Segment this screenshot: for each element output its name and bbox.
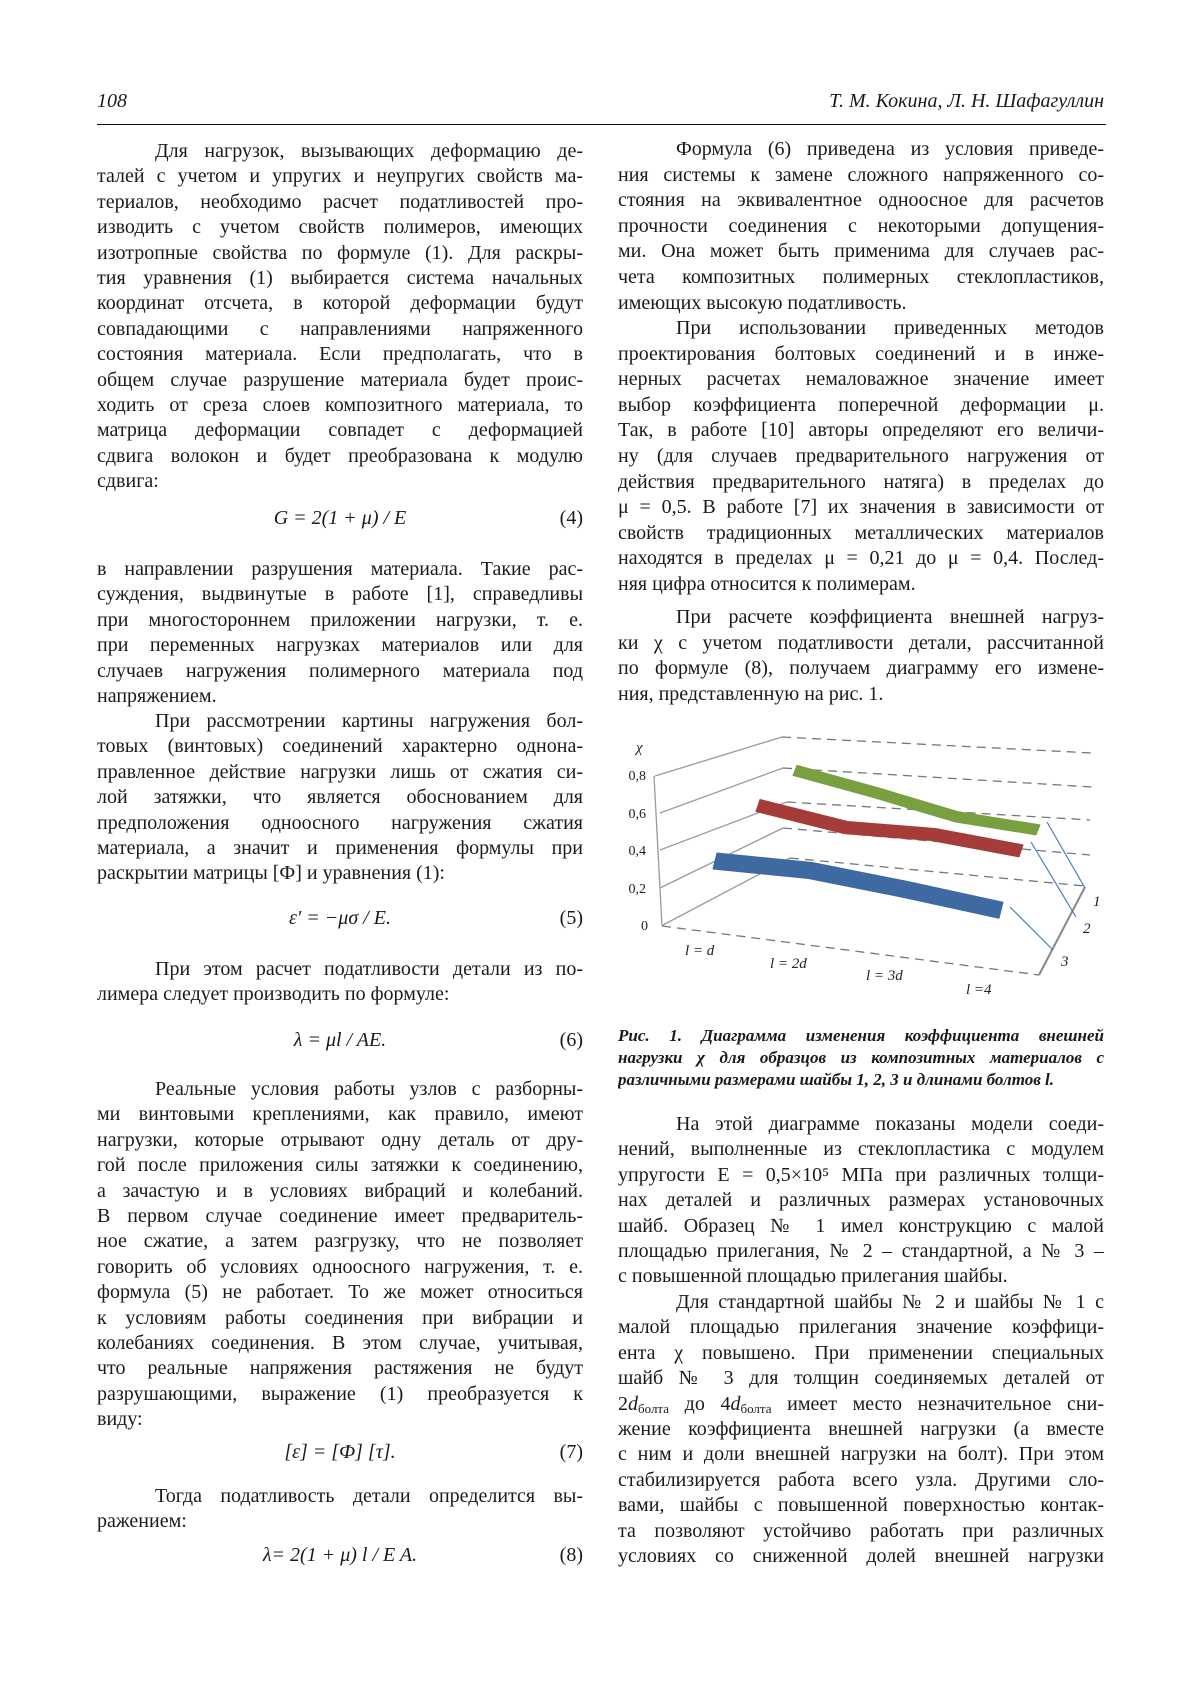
text-line: случаев нагружения полимерного материала под: [97, 659, 583, 682]
paragraph: [97, 1077, 583, 1432]
floor-front-edge: [662, 926, 1039, 975]
text-line: колебаниях соединения. В этом случае, учитывая,: [97, 1331, 583, 1354]
paragraph: [97, 709, 583, 887]
text-line: по формуле (8), получаем диаграмму его измене-: [618, 657, 1104, 680]
text-line: прочности соединения с некоторыми допущения-: [618, 214, 1104, 237]
series-label: 2: [1083, 921, 1091, 937]
text-line: В первом случае соединение имеет предваритель-: [97, 1204, 583, 1227]
text-line: териалов, необходимо расчет податливостей про-: [97, 190, 583, 213]
text-line: координат отсчета, в которой деформации будут: [97, 292, 583, 315]
paragraph: [97, 557, 583, 709]
formula-number: (5): [559, 907, 583, 929]
text-line: При использовании приведенных методов: [676, 317, 1104, 339]
text-line: разрушающими, выражение (1) преобразуется к: [97, 1382, 583, 1405]
text-line: сдвига волокон и будет преобразована к модулю: [97, 444, 583, 467]
y-tick-label: 0,2: [628, 882, 646, 897]
text-line: чета композитных полимерных стеклопластиков,: [618, 265, 1104, 288]
italic-symbol: d: [730, 1392, 741, 1415]
page-number: 108: [97, 90, 127, 112]
text-line: лимера следует производить по формуле:: [97, 983, 450, 1006]
text-line: выбор коэффициента поперечной деформации μ.: [618, 393, 1104, 416]
text-line: нах деталей и различных размерах установочных: [618, 1189, 1104, 1212]
text-line: различными размерами шайбы 1, 2, 3 и длинами болтов l.: [618, 1070, 1055, 1089]
text-line: общем случае разрушение материала будет проис-: [97, 368, 583, 391]
text-line: ки χ с учетом податливости детали, рассчитанной: [618, 631, 1104, 654]
formula-expression: ε′ = −μσ / E.: [289, 907, 391, 929]
text-line: шайб. Образец № 1 имел конструкцию с малой: [618, 1214, 1104, 1237]
text-line: площадью прилегания, № 2 – стандартной, а № 3 –: [618, 1239, 1104, 1262]
running-head-authors: Т. М. Кокина, Л. Н. Шафагуллин: [829, 90, 1104, 112]
header-rule: [97, 124, 1106, 125]
series-leader-lines: [1010, 822, 1085, 950]
series-ribbon-2: [756, 800, 1023, 857]
text-line: μ = 0,5. В работе [7] их значения в зависимости от: [618, 496, 1104, 519]
y-tick-label: 0,6: [628, 807, 646, 822]
series-ribbon-3: [713, 853, 1003, 918]
text-line: няя цифра относится к полимерам.: [618, 572, 916, 595]
text-line: ну (для случаев предварительного нагружения от: [618, 444, 1104, 467]
paragraph: [618, 605, 1104, 707]
x-category-label: l = 2d: [770, 956, 807, 972]
formula-expression: G = 2(1 + μ) / E: [273, 507, 407, 529]
text-line: При расчете коэффициента внешней нагруз-: [676, 606, 1104, 628]
back-wall-gridline: [782, 737, 1092, 753]
text-line: говорить об условиях одноосного нагружения, т. е.: [97, 1255, 583, 1278]
text-line: ное сжатие, а затем разгрузку, что не позволяет: [97, 1230, 583, 1253]
text-line: нерных расчетах немаловажное значение имеет: [618, 368, 1104, 391]
paragraph: [618, 137, 1104, 316]
text-line: Для нагрузок, вызывающих деформацию де-: [155, 140, 583, 162]
text-line: суждения, выдвинутые в работе [1], справедливы: [97, 583, 583, 606]
text-line: упругости E = 0,5×10⁵ МПа при различных толщи-: [618, 1163, 1104, 1186]
figure-caption: [618, 1025, 1104, 1091]
text-line: лой затяжки, что является обоснованием для: [97, 786, 583, 809]
text-line: раскрытии матрицы [Ф] и уравнения (1):: [97, 862, 445, 885]
text-line: матрица деформации совпадет с деформацией: [97, 419, 583, 442]
text-line: ми винтовыми креплениями, как правило, имеют: [97, 1103, 583, 1126]
text-line: Формула (6) приведена из условия приведе-: [676, 138, 1104, 160]
italic-symbol: d: [628, 1392, 638, 1415]
paragraph: [97, 957, 583, 1008]
formula-7: [97, 1439, 583, 1465]
side-wall-gridline: [655, 737, 782, 776]
x-category-label: l =4: [966, 982, 992, 998]
text-line: нений, выполненные из стеклопластика с модулем: [618, 1138, 1104, 1161]
formula-expression: λ = μl / AE.: [293, 1029, 387, 1051]
y-axis-line: [654, 776, 662, 926]
text-line: к условиям работы соединения при вибрации и: [97, 1306, 583, 1329]
formula-number: (6): [559, 1029, 583, 1051]
text-line: формула (5) не работает. То же может относиться: [97, 1281, 583, 1304]
text-line: материала, а значит и применения формулы при: [97, 836, 583, 859]
text-line: условиях со сниженной долей внешней нагрузки: [618, 1544, 1104, 1567]
text-line: Так, в работе [10] авторы определяют его величи-: [618, 419, 1104, 442]
text-line: изводить с учетом свойств полимеров, имеющих: [97, 216, 583, 239]
series-label: 1: [1093, 894, 1101, 910]
paragraph: [618, 316, 1104, 598]
y-axis-label: χ: [636, 740, 643, 756]
text-line: ента χ повышено. При применении специальных: [618, 1341, 1104, 1364]
text-line: стояния на эквивалентное одноосное для расчетов: [618, 189, 1104, 212]
text-line: Для стандартной шайбы № 2 и шайбы № 1 с: [676, 1291, 1104, 1313]
text-line: ния системы к замене сложного напряженного со-: [618, 163, 1104, 186]
x-category-label: l = d: [685, 943, 715, 959]
figure-1-chart: [600, 720, 1120, 1010]
text-line: Тогда податливость детали определится вы-: [155, 1485, 583, 1507]
leader-line-3: [1010, 907, 1053, 950]
formula-6: [97, 1027, 583, 1053]
formula-number: (7): [559, 1441, 583, 1463]
text-line: совпадающими с направлениями напряженного: [97, 317, 583, 340]
paragraph: [97, 1484, 583, 1535]
text-line: При рассмотрении картины нагружения бол-: [155, 710, 583, 732]
subscript: болта: [740, 1400, 772, 1416]
formula-number: (4): [559, 507, 583, 529]
text-line: ми. Она может быть применима для случаев рас-: [618, 240, 1104, 263]
series-label: 3: [1061, 954, 1069, 970]
text-line: напряжением.: [97, 684, 217, 707]
text-line: товых (винтовых) соединений характерно однона-: [97, 735, 583, 758]
paragraph: [618, 1112, 1104, 1290]
text-segment: 2: [618, 1392, 628, 1415]
text-line: имеющих высокую податливость.: [618, 291, 907, 314]
text-line: ния, представленную на рис. 1.: [618, 682, 884, 705]
text-line: состояния материала. Если предполагать, что в: [97, 343, 583, 366]
text-line: нагрузки χ для образцов из композитных материалов с: [618, 1048, 1104, 1067]
formula-8: [97, 1542, 583, 1568]
paragraph: [97, 139, 583, 494]
series-ribbons: [713, 765, 1040, 918]
text-line: в направлении разрушения материала. Такие рас-: [97, 558, 583, 580]
text-line: Реальные условия работы узлов с разборны-: [155, 1078, 583, 1100]
text-line: стабилизируется работа всего узла. Другими сло-: [618, 1468, 1104, 1491]
text-line: находятся в пределах μ = 0,21 до μ = 0,4. Послед-: [618, 547, 1104, 570]
text-line: изотропные свойства по формуле (1). Для раскры-: [97, 241, 583, 264]
text-line: На этой диаграмме показаны модели соеди-: [676, 1113, 1104, 1135]
text-line: свойств традиционных металлических материалов: [618, 521, 1104, 544]
text-line: нагрузки, которые отрывают одну деталь от дру-: [97, 1128, 583, 1151]
formula-expression: λ= 2(1 + μ) l / E A.: [262, 1544, 418, 1566]
x-category-label: l = 3d: [866, 968, 903, 984]
text-line: при многостороннем приложении нагрузки, т. е.: [97, 608, 583, 631]
y-tick-label: 0,4: [628, 844, 646, 859]
text-line: с повышенной площадью прилегания шайбы.: [618, 1265, 1008, 1288]
text-line: [618, 1392, 1104, 1417]
text-line: а зачастую и в условиях вибраций и колебаний.: [97, 1179, 583, 1202]
text-line: с ним и доли внешней нагрузки на болт). При этом: [618, 1443, 1104, 1466]
text-line: гой после приложения силы затяжки к соединению,: [97, 1154, 583, 1177]
y-tick-label: 0: [641, 919, 648, 934]
text-line: что реальные напряжения растяжения не будут: [97, 1357, 583, 1380]
formula-5: [97, 905, 583, 931]
text-line: талей с учетом и упругих и неупругих свойств ма-: [97, 165, 583, 188]
formula-number: (8): [559, 1544, 583, 1566]
text-line: жение коэффициента внешней нагрузки (а вместе: [618, 1417, 1104, 1440]
text-line: при переменных нагрузках материалов или для: [97, 634, 583, 657]
text-segment: имеет место незначительное сни-: [771, 1392, 1104, 1415]
subscript: болта: [638, 1400, 670, 1416]
text-line: Рис. 1. Диаграмма изменения коэффициента внешней: [618, 1026, 1104, 1045]
text-line: ражением:: [97, 1510, 187, 1533]
text-line: сдвига:: [97, 470, 159, 493]
y-tick-label: 0,8: [628, 769, 646, 784]
text-segment: до 4: [669, 1392, 731, 1415]
text-line: виду:: [97, 1408, 143, 1431]
text-line: правленное действие нагрузки лишь от сжатия си-: [97, 760, 583, 783]
text-line: проектирования болтовых соединений и в инже-: [618, 342, 1104, 365]
text-line: тия уравнения (1) выбирается система начальных: [97, 266, 583, 289]
formula-expression: [ε] = [Ф] [τ].: [284, 1441, 396, 1463]
text-line: малой площадью прилегания значение коэффици-: [618, 1316, 1104, 1339]
formula-4: [97, 505, 583, 531]
text-line: вами, шайбы с повышенной поверхностью контак-: [618, 1494, 1104, 1517]
text-line: ходить от среза слоев композитного материала, то: [97, 393, 583, 416]
text-line: При этом расчет податливости детали из по-: [155, 958, 583, 980]
text-line: шайб № 3 для толщин соединяемых деталей от: [618, 1367, 1104, 1390]
paragraph: [618, 1290, 1104, 1569]
text-line: предположения одноосного нагружения сжатия: [97, 811, 583, 834]
text-line: та позволяют устойчиво работать при различных: [618, 1519, 1104, 1542]
text-line: действия предварительного натяга) в пределах до: [618, 470, 1104, 493]
